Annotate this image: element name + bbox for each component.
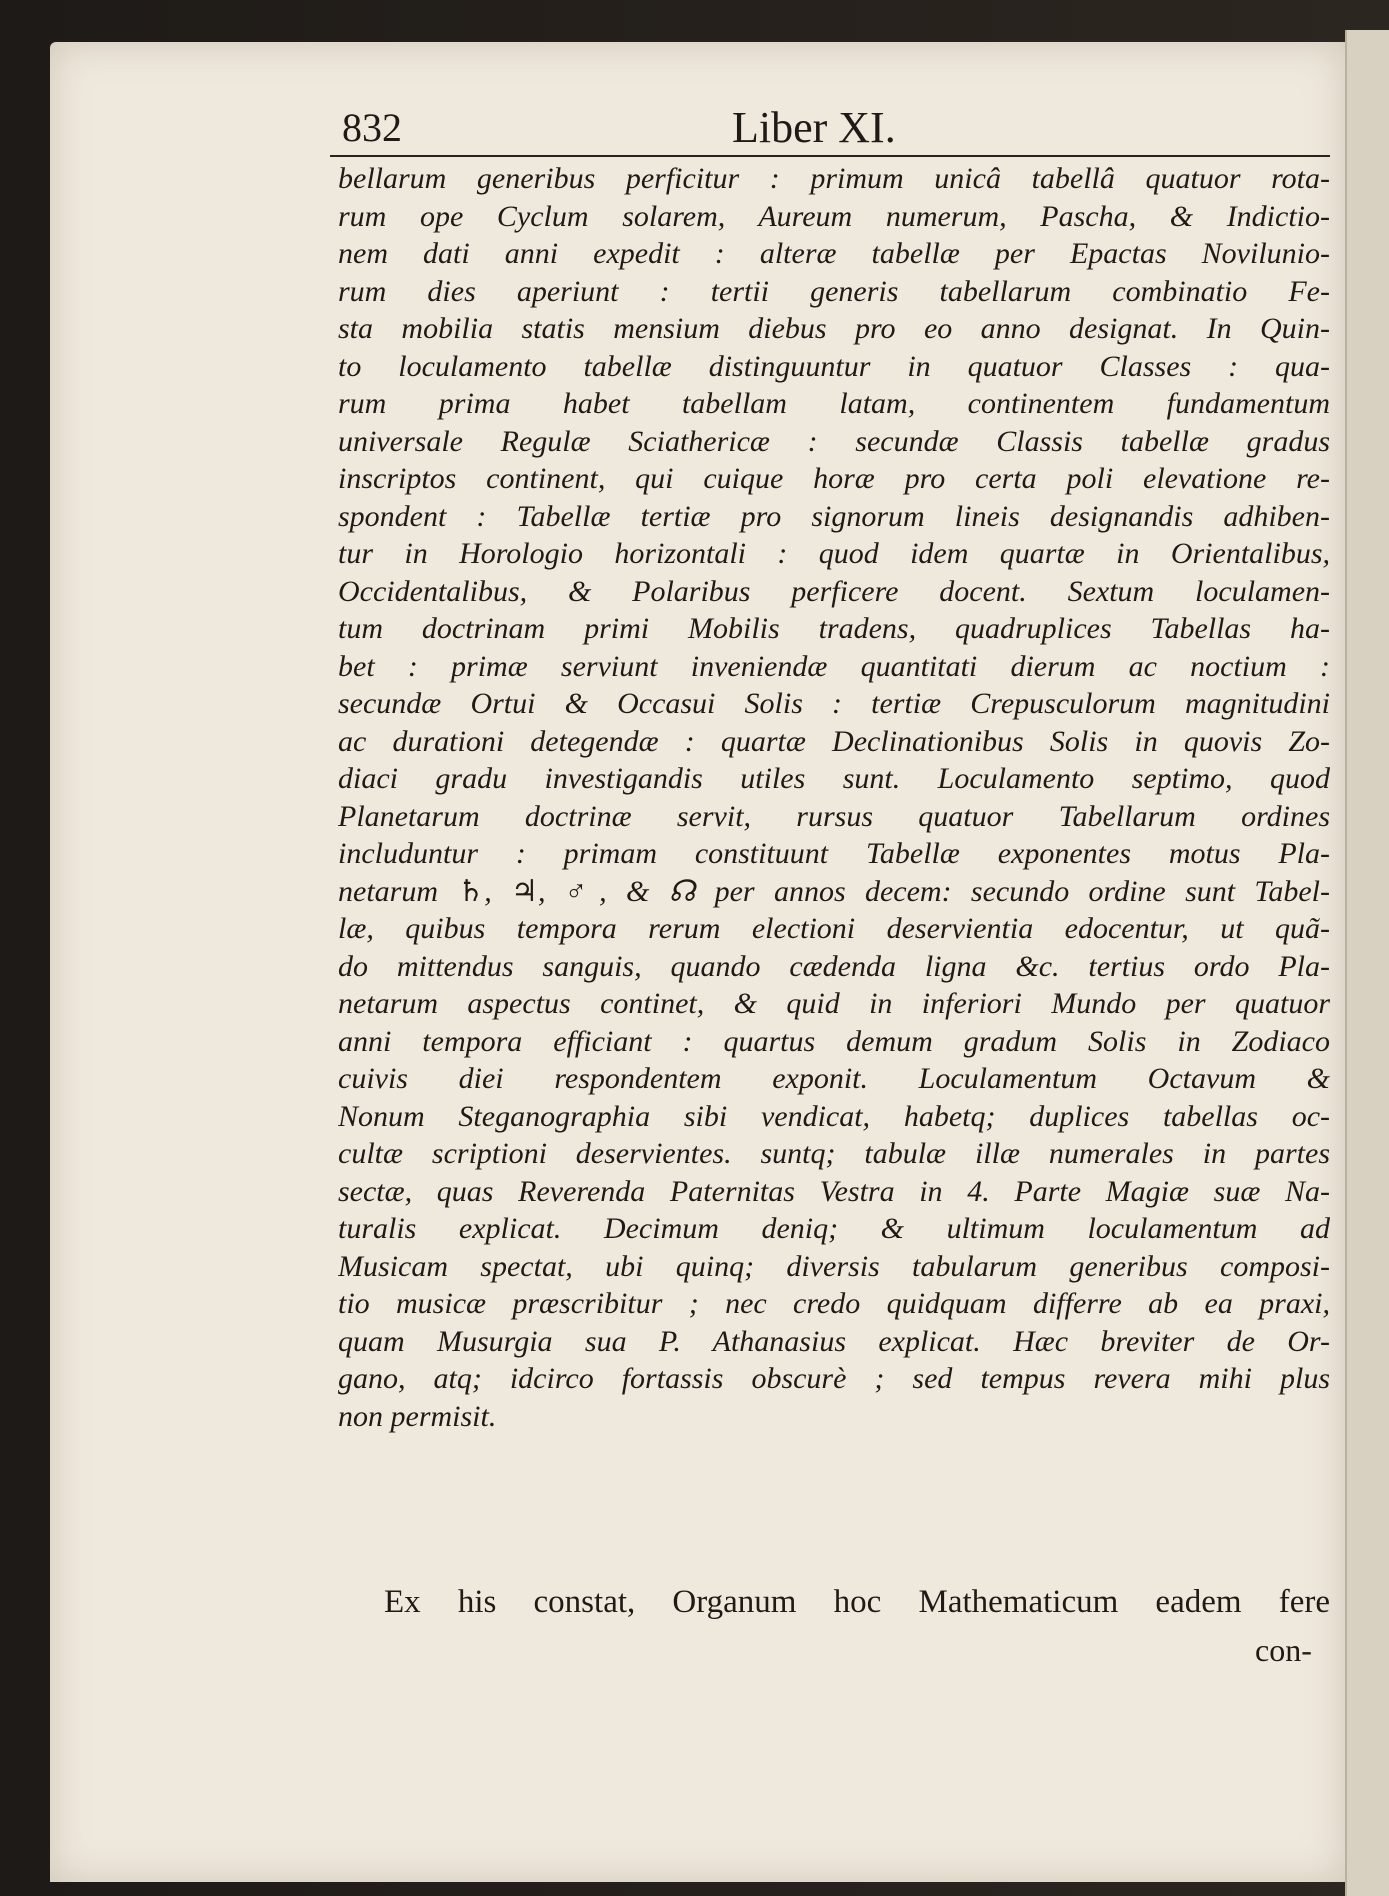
text-line: Nonum Steganographia sibi vendicat, habetq; duplices tabellas oc- — [338, 1099, 1330, 1133]
text-line: to loculamento tabellæ distinguuntur in quatuor Classes : qua- — [338, 349, 1330, 383]
text-line: tum doctrinam primi Mobilis tradens, quadruplices Tabellas ha- — [338, 612, 1330, 645]
running-head: Liber XI. — [732, 103, 896, 152]
text-line: spondent : Tabellæ tertiæ pro signorum lineis designandis adhiben- — [338, 499, 1330, 533]
body-text — [338, 160, 1330, 1570]
page-header — [290, 98, 1330, 158]
text-line: turalis explicat. Decimum deniq; & ultimum loculamentum ad — [338, 1212, 1330, 1245]
header-rule — [330, 155, 1330, 157]
text-line: netarum ♄, ♃, ♂, & ☊ per annos decem: secundo ordine sunt Tabel- — [338, 874, 1330, 908]
text-line: nem dati anni expedit : alteræ tabellæ per Epactas Novilunio- — [338, 237, 1330, 270]
text-line: cultæ scriptioni deservientes. suntq; tabulæ illæ numerales in partes — [338, 1137, 1330, 1170]
text-line: inscriptos continent, qui cuique horæ pro certa poli elevatione re- — [338, 462, 1330, 495]
text-line: quam Musurgia sua P. Athanasius explicat. Hæc breviter de Or- — [338, 1324, 1330, 1358]
text-line: universale Regulæ Sciathericæ : secundæ Classis tabellæ gradus — [338, 424, 1330, 458]
text-line: tur in Horologio horizontali : quod idem quartæ in Orientalibus, — [338, 537, 1330, 570]
text-line: do mittendus sanguis, quando cædenda ligna &c. tertius ordo Pla- — [338, 949, 1330, 983]
text-line: netarum aspectus continet, & quid in inferiori Mundo per quatuor — [338, 987, 1330, 1020]
page-number: 832 — [342, 105, 402, 150]
text-line: gano, atq; idcirco fortassis obscurè ; sed tempus revera mihi plus — [338, 1362, 1330, 1395]
closing-paragraph-line: Ex his constat, Organum hoc Mathematicum eadem fere — [384, 1584, 1330, 1620]
text-line: cuivis diei respondentem exponit. Loculamentum Octavum & — [338, 1062, 1330, 1095]
text-line: Occidentalibus, & Polaribus perficere docent. Sextum loculamen- — [338, 574, 1330, 608]
text-line: secundæ Ortui & Occasui Solis : tertiæ Crepusculorum magnitudini — [338, 687, 1330, 720]
text-line: anni tempora efficiant : quartus demum gradum Solis in Zodiaco — [338, 1024, 1330, 1058]
text-line: non permisit. — [338, 1399, 497, 1433]
text-line: sectæ, quas Reverenda Paternitas Vestra in 4. Parte Magiæ suæ Na- — [338, 1174, 1330, 1208]
text-line: Planetarum doctrinæ servit, rursus quatuor Tabellarum ordines — [338, 799, 1330, 833]
text-line: rum dies aperiunt : tertii generis tabellarum combinatio Fe- — [338, 274, 1330, 308]
text-line: rum prima habet tabellam latam, continentem fundamentum — [338, 387, 1330, 420]
text-line: includuntur : primam constituunt Tabellæ exponentes motus Pla- — [338, 837, 1330, 870]
facing-page-edge — [1345, 30, 1389, 1896]
closing-paragraph — [338, 1580, 1330, 1624]
text-line: rum ope Cyclum solarem, Aureum numerum, Pascha, & Indictio- — [338, 199, 1330, 233]
text-line: diaci gradu investigandis utiles sunt. Loculamento septimo, quod — [338, 762, 1330, 795]
text-line: Musicam spectat, ubi quinq; diversis tabularum generibus composi- — [338, 1249, 1330, 1283]
text-line: bellarum generibus perficitur : primum unicâ tabellâ quatuor rota- — [338, 162, 1330, 195]
text-line: tio musicæ præscribitur ; nec credo quidquam differre ab ea praxi, — [338, 1287, 1330, 1320]
catchword: con- — [1255, 1632, 1312, 1668]
text-line: bet : primæ serviunt inveniendæ quantitati dierum ac noctium : — [338, 649, 1330, 683]
text-line: ac durationi detegendæ : quartæ Declinationibus Solis in quovis Zo- — [338, 724, 1330, 758]
text-line: læ, quibus tempora rerum electioni deservientia edocentur, ut quã- — [338, 912, 1330, 945]
text-line: sta mobilia statis mensium diebus pro eo anno designat. In Quin- — [338, 312, 1330, 345]
